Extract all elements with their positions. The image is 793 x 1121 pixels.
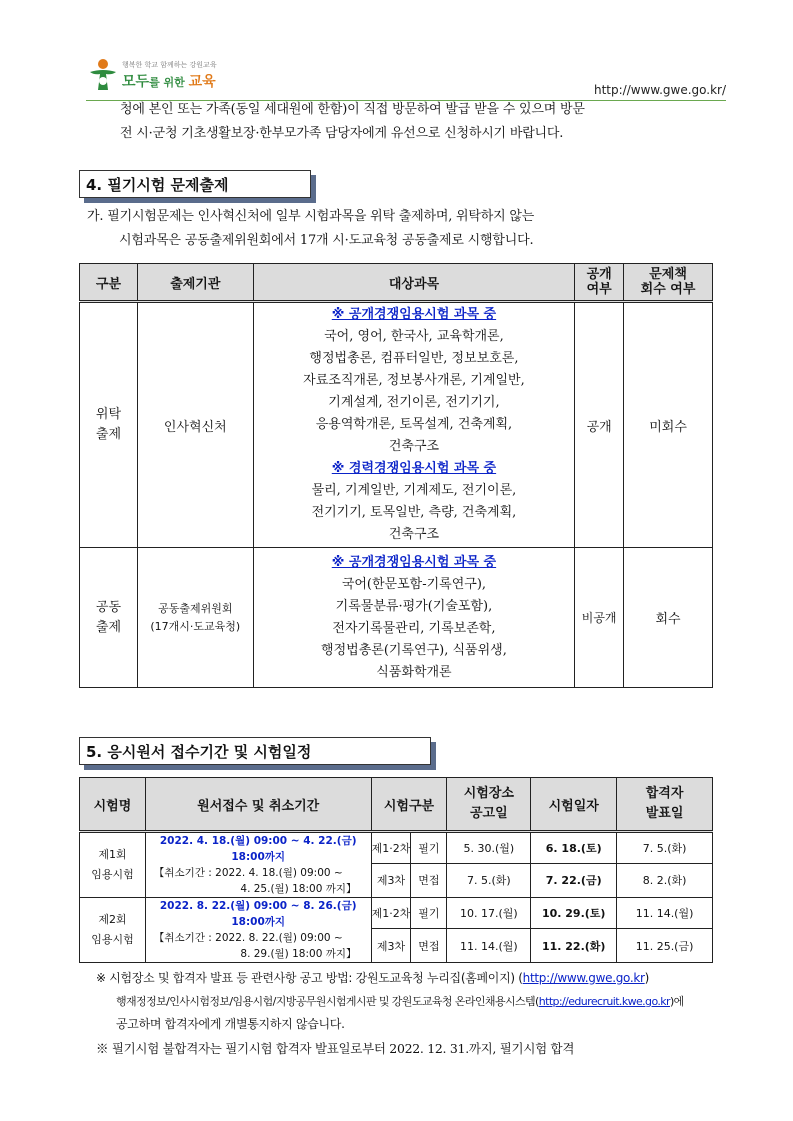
exam2-stage1-kind: 필기 <box>411 898 447 929</box>
exam1-period: 2022. 4. 18.(월) 09:00 ~ 4. 22.(금) 18:00까지 【취소기간 : 2022. 4. 18.(월) 09:00 ~ 4. 25.(월) 18:00 까지】 <box>145 832 371 898</box>
th-exam-name: 시험명 <box>80 778 146 832</box>
exam1-stage1-result: 7. 5.(화) <box>617 832 713 864</box>
table-row <box>80 898 713 929</box>
table-row <box>80 832 713 864</box>
intro-line-1: 청에 본인 또는 가족(동일 세대원에 한함)이 직접 방문하여 발급 받을 수 있으며 방문 <box>120 102 585 117</box>
section-4-para-line-1: 가. 필기시험문제는 인사혁신처에 일부 시험과목을 위탁 출제하며, 위탁하지 않는 <box>87 209 535 224</box>
exam1-stage2-notice: 7. 5.(화) <box>447 863 531 897</box>
exam2-name: 제2회 임용시험 <box>80 898 146 963</box>
exam2-stage2-round: 제3차 <box>371 929 411 963</box>
gwe-homepage-link[interactable]: http://www.gwe.go.kr <box>522 971 645 985</box>
row1-org: 인사혁신처 <box>137 302 253 548</box>
intro-line-2: 전 시·군청 기초생활보장·한부모가족 담당자에게 유선으로 신청하시기 바랍니다. <box>120 126 564 141</box>
header-url: http://www.gwe.go.kr/ <box>594 83 727 97</box>
th-exam-stage: 시험구분 <box>371 778 447 832</box>
exam1-stage1-kind: 필기 <box>411 832 447 864</box>
row2-type: 공동 출제 <box>80 548 138 688</box>
section-4-para-line-2: 시험과목은 공동출제위원회에서 17개 시·도교육청 공동출제로 시행합니다. <box>119 233 534 248</box>
row1-type: 위탁 출제 <box>80 302 138 548</box>
note-1-line-2: 행재정정보/인사시험정보/임용시험/지방공무원시험게시판 및 강원도교육청 온라인채용시스템(http://edurecruit.kwe.go.kr)에 <box>116 995 684 1008</box>
exam2-stage2-notice: 11. 14.(월) <box>447 929 531 963</box>
exam2-stage2-kind: 면접 <box>411 929 447 963</box>
logo-emblem-icon <box>86 58 120 92</box>
th-subjects: 대상과목 <box>253 264 574 302</box>
exam1-stage2-result: 8. 2.(화) <box>617 863 713 897</box>
row1-open: 공개 <box>575 302 624 548</box>
exam2-stage1-date: 10. 29.(토) <box>531 898 617 929</box>
exam2-stage1-result: 11. 14.(월) <box>617 898 713 929</box>
section-4-title: 4. 필기시험 문제출제 <box>79 170 311 198</box>
table-row <box>80 548 713 688</box>
logo-name: 모두를 위한 교육 <box>122 74 216 90</box>
exam-question-table <box>79 263 713 688</box>
th-recall: 문제책 회수 여부 <box>624 264 713 302</box>
exam-schedule-table <box>79 777 713 963</box>
th-result-date: 합격자 발표일 <box>617 778 713 832</box>
exam1-stage1-date: 6. 18.(토) <box>531 832 617 864</box>
th-venue-notice: 시험장소 공고일 <box>447 778 531 832</box>
table-row <box>80 302 713 548</box>
exam1-stage1-round: 제1·2차 <box>371 832 411 864</box>
gwe-logo <box>86 58 246 98</box>
exam1-stage2-round: 제3차 <box>371 863 411 897</box>
th-org: 출제기관 <box>137 264 253 302</box>
logo-tagline: 행복한 학교 함께하는 강원교육 <box>122 61 217 69</box>
th-type: 구분 <box>80 264 138 302</box>
section-5-title: 5. 응시원서 접수기간 및 시험일정 <box>79 737 431 765</box>
note-1-line-3: 공고하며 합격자에게 개별통지하지 않습니다. <box>116 1017 345 1031</box>
exam1-stage2-kind: 면접 <box>411 863 447 897</box>
th-open: 공개 여부 <box>575 264 624 302</box>
row1-subjects: ※ 공개경쟁임용시험 과목 중 국어, 영어, 한국사, 교육학개론, 행정법총론, 컴퓨터일반, 정보보호론, 자료조직개론, 정보봉사개론, 기계일반, 기계설계, 전기이론, 전기기기, 응용역학개론, 토목설계, 건축계획, 건축구조 ※ 경력경쟁임용시험 과목 중 물리, 기계일반, 기계제도, 전기이론, 전기기기, 토목일반, 측량, 건축계획, 건축구조 <box>253 302 574 548</box>
row1-recall: 미회수 <box>624 302 713 548</box>
exam2-stage1-round: 제1·2차 <box>371 898 411 929</box>
exam1-name: 제1회 임용시험 <box>80 832 146 898</box>
exam1-stage2-date: 7. 22.(금) <box>531 863 617 897</box>
edurecruit-link[interactable]: http://edurecruit.kwe.go.kr <box>538 995 670 1008</box>
th-apply-period: 원서접수 및 취소기간 <box>145 778 371 832</box>
row2-recall: 회수 <box>624 548 713 688</box>
note-1-line-1: ※ 시험장소 및 합격자 발표 등 관련사항 공고 방법: 강원도교육청 누리집(홈페이지) (http://www.gwe.go.kr) <box>96 971 650 985</box>
row2-subjects: ※ 공개경쟁임용시험 과목 중 국어(한문포함-기록연구), 기록물분류·평가(기술포함), 전자기록물관리, 기록보존학, 행정법총론(기록연구), 식품위생, 식품화학개론 <box>253 548 574 688</box>
exam2-stage2-date: 11. 22.(화) <box>531 929 617 963</box>
exam2-period: 2022. 8. 22.(월) 09:00 ~ 8. 26.(금) 18:00까지 【취소기간 : 2022. 8. 22.(월) 09:00 ~ 8. 29.(월) 18:00 까지】 <box>145 898 371 963</box>
row2-open: 비공개 <box>575 548 624 688</box>
note-2: ※ 필기시험 불합격자는 필기시험 합격자 발표일로부터 2022. 12. 31.까지, 필기시험 합격 <box>96 1041 575 1056</box>
exam2-stage2-result: 11. 25.(금) <box>617 929 713 963</box>
exam2-stage1-notice: 10. 17.(월) <box>447 898 531 929</box>
th-exam-date: 시험일자 <box>531 778 617 832</box>
row2-org: 공동출제위원회 (17개시·도교육청) <box>137 548 253 688</box>
exam1-stage1-notice: 5. 30.(월) <box>447 832 531 864</box>
